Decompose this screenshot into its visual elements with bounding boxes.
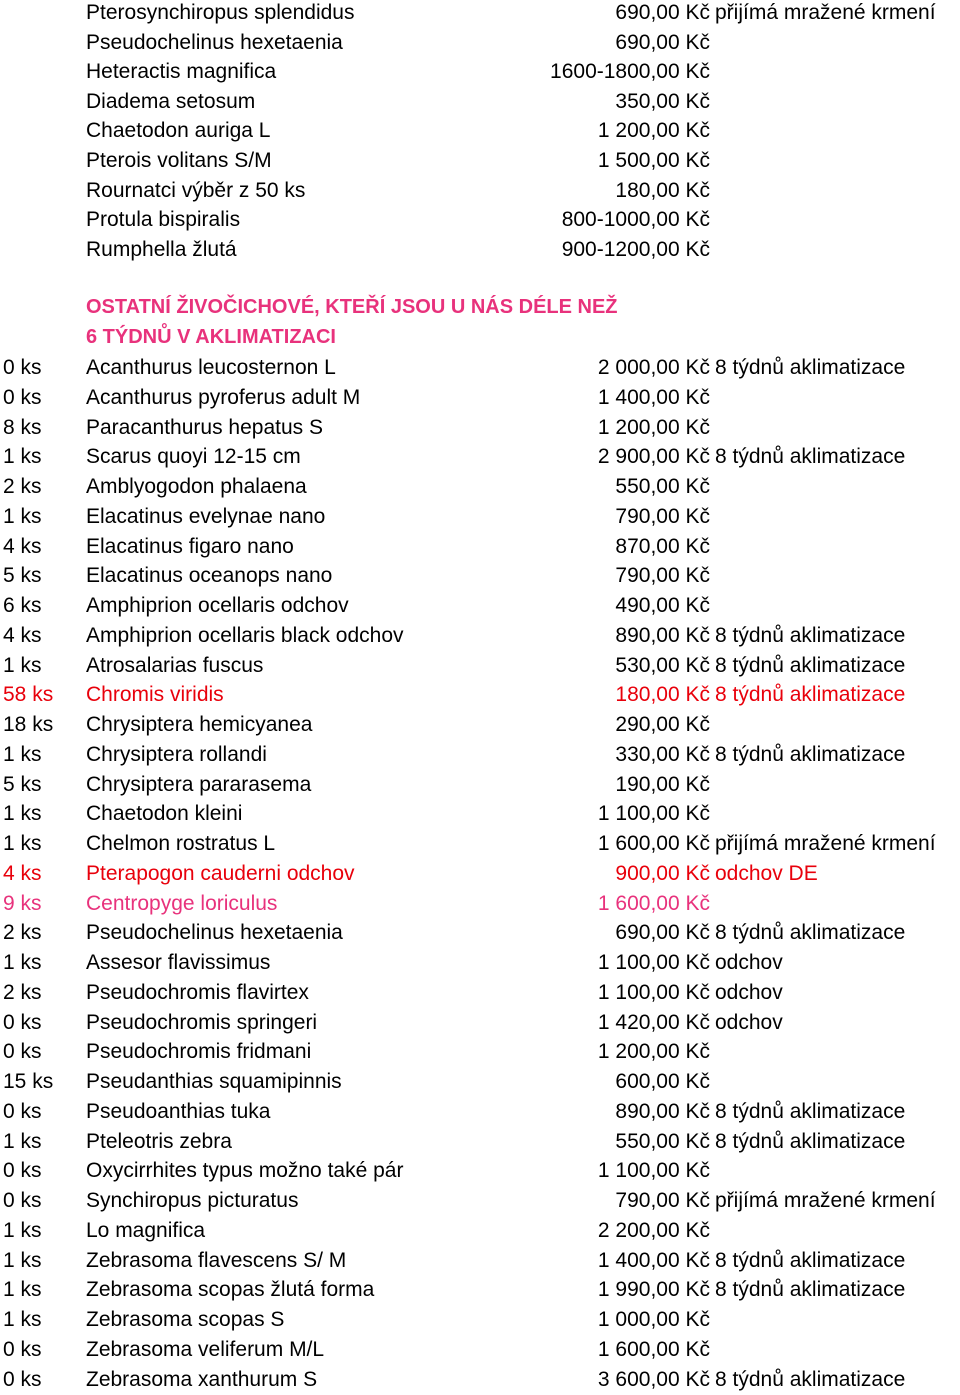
list-item xyxy=(0,591,960,621)
list-item xyxy=(0,561,960,591)
price-cell: 1 200,00 Kč xyxy=(597,1040,710,1064)
note-cell: 8 týdnů aklimatizace xyxy=(715,653,906,677)
species-name-cell: Lo magnifica xyxy=(86,1218,206,1242)
price-cell: 190,00 Kč xyxy=(615,772,710,796)
note-cell: 8 týdnů aklimatizace xyxy=(715,623,906,647)
list-item xyxy=(0,680,960,710)
quantity-cell: 0 ks xyxy=(3,1189,42,1212)
price-cell: 290,00 Kč xyxy=(615,713,710,736)
species-name-cell: Acanthurus pyroferus adult M xyxy=(86,385,361,409)
price-cell: 600,00 Kč xyxy=(615,1070,710,1093)
species-name-cell: Atrosalarias fuscus xyxy=(86,653,264,677)
species-name-cell: Chromis viridis xyxy=(86,683,224,707)
quantity-cell: 8 ks xyxy=(3,415,42,439)
species-name-cell: Pterois volitans S/M xyxy=(86,149,272,172)
quantity-cell: 1 ks xyxy=(3,1278,42,1302)
price-cell: 800-1000,00 Kč xyxy=(561,208,710,232)
species-name-cell: Amphiprion ocellaris odchov xyxy=(86,594,349,617)
quantity-cell: 1 ks xyxy=(3,1129,42,1153)
quantity-cell: 18 ks xyxy=(3,713,54,736)
price-cell: 1 100,00 Kč xyxy=(597,951,710,974)
species-name-cell: Assesor flavissimus xyxy=(86,951,271,974)
quantity-cell: 15 ks xyxy=(3,1070,54,1093)
species-name-cell: Pseudochelinus hexetaenia xyxy=(86,921,343,945)
price-cell: 490,00 Kč xyxy=(615,594,710,617)
price-cell: 1 420,00 Kč xyxy=(597,1010,710,1034)
price-cell: 1 200,00 Kč xyxy=(597,119,710,143)
price-cell: 890,00 Kč xyxy=(615,1099,710,1123)
species-name-cell: Rumphella žlutá xyxy=(86,237,237,261)
list-item xyxy=(0,1335,960,1365)
note-cell: 8 týdnů aklimatizace xyxy=(715,921,906,945)
price-cell: 1 500,00 Kč xyxy=(597,149,710,172)
price-cell: 690,00 Kč xyxy=(615,1,710,24)
list-item xyxy=(0,978,960,1008)
note-cell: odchov DE xyxy=(715,861,818,885)
note-cell: 8 týdnů aklimatizace xyxy=(715,356,906,379)
list-item xyxy=(0,235,960,265)
quantity-cell: 5 ks xyxy=(3,564,42,588)
note-cell: přijímá mražené krmení xyxy=(715,832,936,855)
species-name-cell: Pterosynchiropus splendidus xyxy=(86,1,355,24)
species-name-cell: Diadema setosum xyxy=(86,89,256,113)
price-cell: 350,00 Kč xyxy=(615,89,710,113)
species-name-cell: Chelmon rostratus L xyxy=(86,832,276,855)
price-cell: 330,00 Kč xyxy=(615,742,710,766)
price-cell: 900,00 Kč xyxy=(615,861,710,885)
list-item xyxy=(0,353,960,383)
list-item xyxy=(0,1365,960,1395)
quantity-cell: 0 ks xyxy=(3,1040,42,1064)
note-cell: odchov xyxy=(715,980,783,1004)
species-name-cell: Pseudochromis flavirtex xyxy=(86,980,309,1004)
list-item xyxy=(0,205,960,235)
quantity-cell: 0 ks xyxy=(3,1159,42,1183)
quantity-cell: 0 ks xyxy=(3,1099,42,1123)
quantity-cell: 0 ks xyxy=(3,1337,42,1361)
species-name-cell: Chrysiptera rollandi xyxy=(86,742,267,766)
species-name-cell: Pseudochromis fridmani xyxy=(86,1040,312,1064)
quantity-cell: 0 ks xyxy=(3,356,42,379)
species-name-cell: Protula bispiralis xyxy=(86,208,241,232)
quantity-cell: 1 ks xyxy=(3,832,42,855)
price-cell: 2 900,00 Kč xyxy=(597,445,710,469)
list-item xyxy=(0,146,960,176)
quantity-cell: 1 ks xyxy=(3,802,42,826)
list-item xyxy=(0,1037,960,1067)
species-name-cell: Chaetodon kleini xyxy=(86,802,243,826)
price-cell: 1 600,00 Kč xyxy=(597,891,710,915)
quantity-cell: 2 ks xyxy=(3,475,42,498)
list-item xyxy=(0,502,960,532)
species-name-cell: Chrysiptera pararasema xyxy=(86,772,312,796)
note-cell: 8 týdnů aklimatizace xyxy=(715,1099,906,1123)
species-name-cell: Paracanthurus hepatus S xyxy=(86,415,323,439)
species-name-cell: Centropyge loriculus xyxy=(86,891,278,915)
list-item xyxy=(0,1216,960,1246)
species-name-cell: Oxycirrhites typus možno také pár xyxy=(86,1159,404,1183)
quantity-cell: 0 ks xyxy=(3,1010,42,1034)
list-item xyxy=(0,710,960,740)
list-item xyxy=(0,770,960,800)
species-name-cell: Chaetodon auriga L xyxy=(86,119,271,143)
species-name-cell: Zebrasoma xanthurum S xyxy=(86,1367,318,1391)
quantity-cell: 4 ks xyxy=(3,861,42,885)
quantity-cell: 1 ks xyxy=(3,951,42,974)
note-cell: odchov xyxy=(715,951,783,974)
list-item xyxy=(0,889,960,919)
list-item xyxy=(0,799,960,829)
quantity-cell: 58 ks xyxy=(3,683,54,707)
species-name-cell: Pseudoanthias tuka xyxy=(86,1099,271,1123)
price-cell: 550,00 Kč xyxy=(615,1129,710,1153)
species-name-cell: Elacatinus figaro nano xyxy=(86,534,294,558)
species-name-cell: Pterapogon cauderni odchov xyxy=(86,861,355,885)
note-cell: přijímá mražené krmení xyxy=(715,1,936,24)
price-cell: 900-1200,00 Kč xyxy=(561,237,710,261)
species-name-cell: Synchiropus picturatus xyxy=(86,1189,299,1212)
list-item xyxy=(0,859,960,889)
price-cell: 1 600,00 Kč xyxy=(597,1337,710,1361)
price-cell: 690,00 Kč xyxy=(615,921,710,945)
price-cell: 690,00 Kč xyxy=(615,30,710,54)
price-cell: 1 000,00 Kč xyxy=(597,1308,710,1331)
quantity-cell: 1 ks xyxy=(3,1218,42,1242)
quantity-cell: 1 ks xyxy=(3,1308,42,1331)
note-cell: přijímá mražené krmení xyxy=(715,1189,936,1212)
note-cell: 8 týdnů aklimatizace xyxy=(715,742,906,766)
species-name-cell: Zebrasoma scopas S xyxy=(86,1308,285,1331)
price-cell: 2 000,00 Kč xyxy=(597,356,710,379)
price-cell: 1 200,00 Kč xyxy=(597,415,710,439)
list-item xyxy=(0,1067,960,1097)
quantity-cell: 5 ks xyxy=(3,772,42,796)
quantity-cell: 1 ks xyxy=(3,445,42,469)
price-cell: 1 100,00 Kč xyxy=(597,802,710,826)
list-item xyxy=(0,28,960,58)
list-item xyxy=(0,1186,960,1216)
quantity-cell: 0 ks xyxy=(3,1367,42,1391)
species-name-cell: Acanthurus leucosternon L xyxy=(86,356,336,379)
list-item xyxy=(0,1097,960,1127)
quantity-cell: 2 ks xyxy=(3,980,42,1004)
quantity-cell: 9 ks xyxy=(3,891,42,915)
list-item xyxy=(0,948,960,978)
price-cell: 890,00 Kč xyxy=(615,623,710,647)
quantity-cell: 1 ks xyxy=(3,1248,42,1272)
species-name-cell: Pseudochromis springeri xyxy=(86,1010,318,1034)
list-item xyxy=(0,829,960,859)
quantity-cell: 4 ks xyxy=(3,623,42,647)
list-item xyxy=(0,116,960,146)
price-cell: 1 100,00 Kč xyxy=(597,1159,710,1183)
species-name-cell: Zebrasoma scopas žlutá forma xyxy=(86,1278,375,1302)
price-cell: 790,00 Kč xyxy=(615,564,710,588)
list-item xyxy=(0,57,960,87)
list-item xyxy=(0,1156,960,1186)
price-cell: 1 400,00 Kč xyxy=(597,1248,710,1272)
species-name-cell: Heteractis magnifica xyxy=(86,60,277,84)
list-item xyxy=(0,1305,960,1335)
list-item xyxy=(0,413,960,443)
price-cell: 180,00 Kč xyxy=(615,178,710,202)
note-cell: odchov xyxy=(715,1010,783,1034)
species-name-cell: Scarus quoyi 12-15 cm xyxy=(86,445,301,469)
quantity-cell: 1 ks xyxy=(3,742,42,766)
list-item xyxy=(0,0,960,28)
quantity-cell: 2 ks xyxy=(3,921,42,945)
species-name-cell: Amphiprion ocellaris black odchov xyxy=(86,623,404,647)
note-cell: 8 týdnů aklimatizace xyxy=(715,1248,906,1272)
note-cell: 8 týdnů aklimatizace xyxy=(715,1129,906,1153)
section-heading-line2: 6 TÝDNŮ V AKLIMATIZACI xyxy=(86,326,336,348)
price-cell: 530,00 Kč xyxy=(615,653,710,677)
price-cell: 1 100,00 Kč xyxy=(597,980,710,1004)
species-name-cell: Rournatci výběr z 50 ks xyxy=(86,178,306,202)
list-item xyxy=(0,740,960,770)
species-name-cell: Pteleotris zebra xyxy=(86,1129,232,1153)
list-item xyxy=(0,1246,960,1276)
price-cell: 180,00 Kč xyxy=(615,683,710,707)
list-item xyxy=(0,918,960,948)
species-name-cell: Chrysiptera hemicyanea xyxy=(86,713,313,736)
quantity-cell: 6 ks xyxy=(3,594,42,617)
note-cell: 8 týdnů aklimatizace xyxy=(715,445,906,469)
note-cell: 8 týdnů aklimatizace xyxy=(715,683,906,707)
price-cell: 870,00 Kč xyxy=(615,534,710,558)
price-cell: 2 200,00 Kč xyxy=(597,1218,710,1242)
quantity-cell: 1 ks xyxy=(3,504,42,528)
species-name-cell: Amblyogodon phalaena xyxy=(86,475,307,498)
price-cell: 790,00 Kč xyxy=(615,1189,710,1212)
list-item xyxy=(0,651,960,681)
species-name-cell: Elacatinus evelynae nano xyxy=(86,504,326,528)
list-item xyxy=(0,383,960,413)
list-item xyxy=(0,472,960,502)
list-item xyxy=(0,532,960,562)
list-item xyxy=(0,1275,960,1305)
list-item xyxy=(0,621,960,651)
price-cell: 790,00 Kč xyxy=(615,504,710,528)
species-name-cell: Zebrasoma flavescens S/ M xyxy=(86,1248,347,1272)
quantity-cell: 0 ks xyxy=(3,385,42,409)
price-cell: 1600-1800,00 Kč xyxy=(550,60,710,84)
species-name-cell: Zebrasoma veliferum M/L xyxy=(86,1337,325,1361)
price-cell: 1 990,00 Kč xyxy=(597,1278,710,1302)
species-name-cell: Elacatinus oceanops nano xyxy=(86,564,333,588)
list-item xyxy=(0,442,960,472)
price-cell: 3 600,00 Kč xyxy=(597,1367,710,1391)
price-cell: 550,00 Kč xyxy=(615,475,710,498)
section-heading-line1: OSTATNÍ ŽIVOČICHOVÉ, KTEŘÍ JSOU U NÁS DÉLE NEŽ xyxy=(86,296,618,318)
list-item xyxy=(0,1127,960,1157)
note-cell: 8 týdnů aklimatizace xyxy=(715,1278,906,1302)
note-cell: 8 týdnů aklimatizace xyxy=(715,1367,906,1391)
quantity-cell: 4 ks xyxy=(3,534,42,558)
list-item xyxy=(0,1008,960,1038)
list-item xyxy=(0,87,960,117)
species-name-cell: Pseudanthias squamipinnis xyxy=(86,1070,342,1093)
list-item xyxy=(0,176,960,206)
price-cell: 1 600,00 Kč xyxy=(597,832,710,855)
quantity-cell: 1 ks xyxy=(3,653,42,677)
price-cell: 1 400,00 Kč xyxy=(597,385,710,409)
species-name-cell: Pseudochelinus hexetaenia xyxy=(86,30,343,54)
